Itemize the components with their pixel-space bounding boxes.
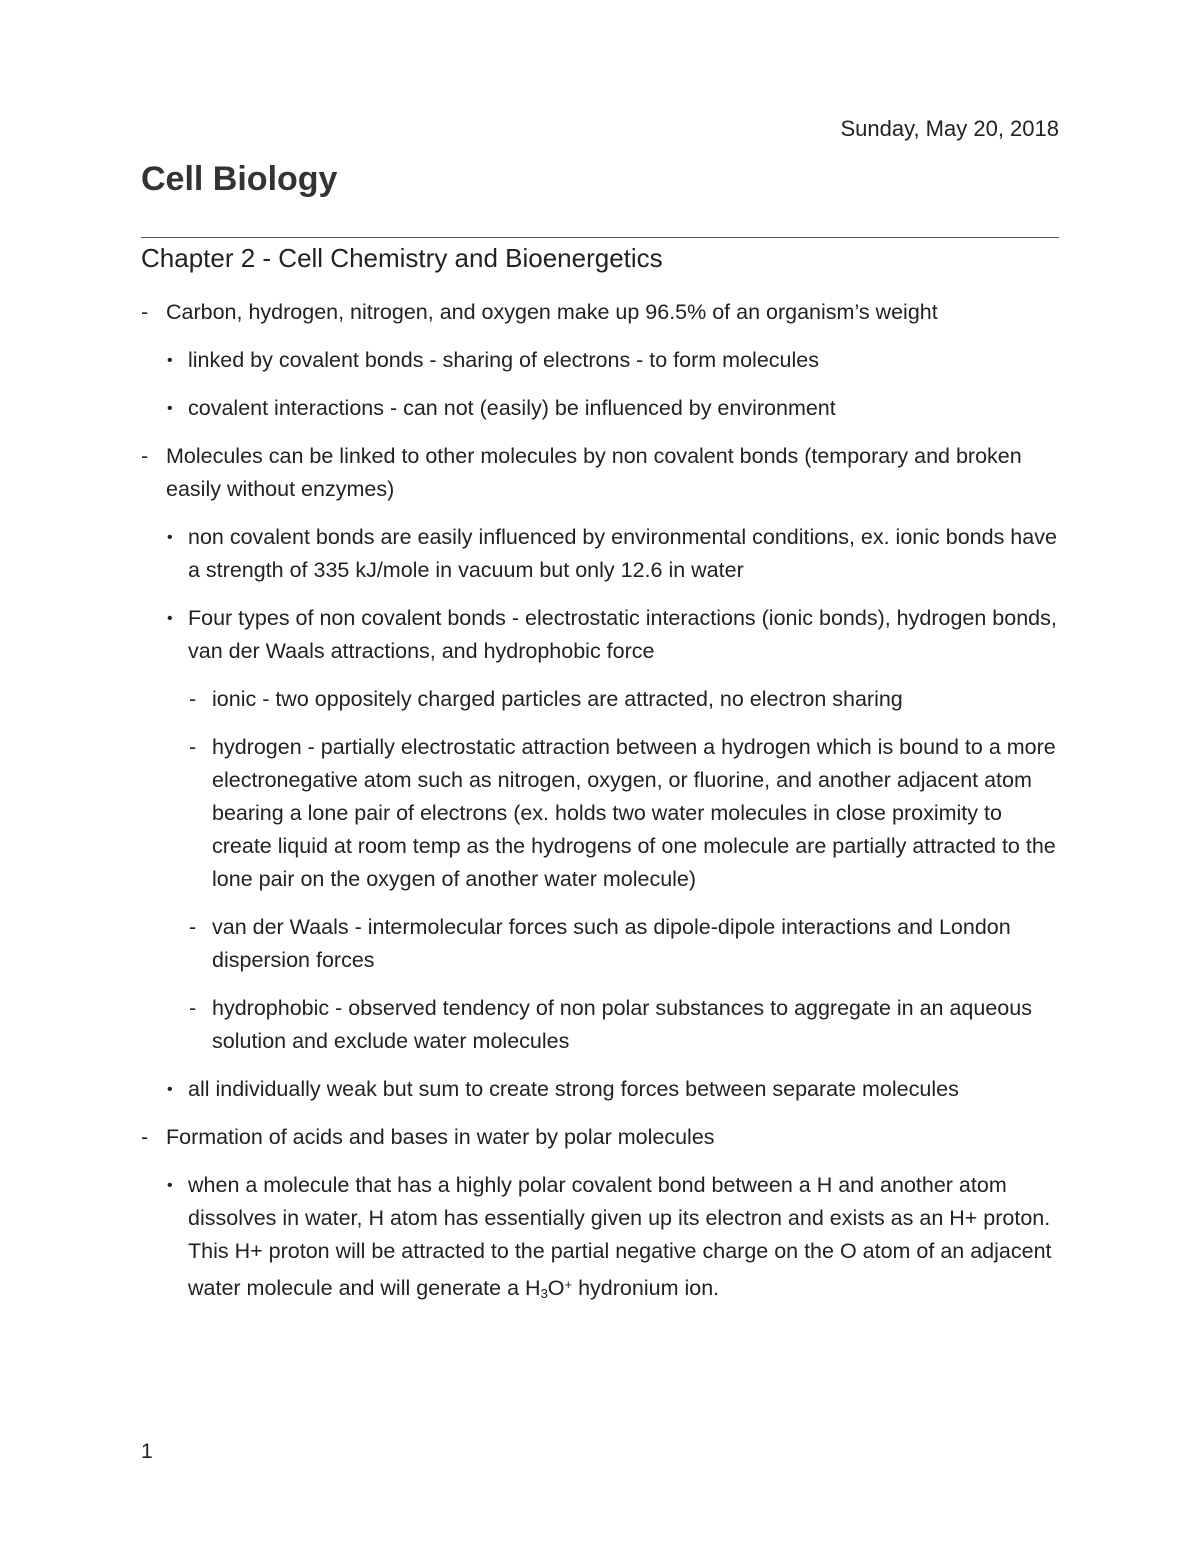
outline-text: covalent interactions - can not (easily) be influenced by environment [188, 396, 836, 420]
dash-marker: - [141, 1125, 149, 1149]
page-number: 1 [141, 1440, 153, 1463]
outline-subsubitem [141, 731, 1066, 896]
bullet-marker: • [167, 529, 173, 546]
hydronium-end: hydronium ion. [572, 1276, 720, 1300]
bullet-marker: • [167, 352, 173, 369]
bullet-marker: • [167, 400, 173, 417]
outline-item [141, 1121, 1066, 1154]
hydronium-text: when a molecule that has a highly polar covalent bond between a H and another atom dissolves in water, H atom has essentially given up its electron and exists as an H+ proton. This H+ proton will be attracted to the partial negative charge on the O atom of an adjacent water molecule and will generate a [188, 1173, 1052, 1300]
formula-h: H [525, 1276, 541, 1300]
outline-text: Four types of non covalent bonds - electrostatic interactions (ionic bonds), hydrogen bonds, van der Waals attractions, and hydrophobic force [188, 606, 1057, 663]
chapter-heading: Chapter 2 - Cell Chemistry and Bioenergetics [141, 243, 663, 273]
outline-subsubitem [141, 992, 1066, 1058]
outline-text: all individually weak but sum to create strong forces between separate molecules [188, 1077, 959, 1101]
outline-text: hydrophobic - observed tendency of non polar substances to aggregate in an aqueous solution and exclude water molecules [212, 996, 1032, 1053]
outline-text: non covalent bonds are easily influenced by environmental conditions, ex. ionic bonds have a strength of 335 kJ/mole in vacuum but only 12.6 in water [188, 525, 1057, 582]
outline-subitem [141, 521, 1066, 587]
notes-outline [141, 296, 1066, 1325]
document-title: Cell Biology [141, 160, 338, 198]
outline-subitem [141, 1169, 1066, 1310]
dash-marker: - [189, 996, 197, 1020]
outline-text: linked by covalent bonds - sharing of electrons - to form molecules [188, 348, 819, 372]
outline-subsubitem [141, 683, 1066, 716]
formula-o: O [547, 1276, 565, 1300]
outline-item [141, 296, 1066, 329]
outline-item [141, 440, 1066, 506]
outline-subitem [141, 344, 1066, 377]
outline-subitem [141, 1073, 1066, 1106]
bullet-marker: • [167, 610, 173, 627]
dash-marker: - [189, 915, 197, 939]
outline-text [188, 1173, 1052, 1300]
dash-marker: - [189, 687, 197, 711]
bullet-marker: • [167, 1177, 173, 1194]
outline-text: Molecules can be linked to other molecules by non covalent bonds (temporary and broken easily without enzymes) [166, 444, 1022, 501]
dash-marker: - [189, 735, 197, 759]
outline-text: Formation of acids and bases in water by polar molecules [166, 1125, 715, 1149]
outline-subitem [141, 602, 1066, 668]
heading-divider [141, 237, 1059, 238]
outline-text: Carbon, hydrogen, nitrogen, and oxygen make up 96.5% of an organism’s weight [166, 300, 938, 324]
formula-subscript: 3 [540, 1286, 548, 1301]
dash-marker: - [141, 444, 149, 468]
dash-marker: - [141, 300, 149, 324]
bullet-marker: • [167, 1081, 173, 1098]
formula-superscript: + [564, 1277, 573, 1292]
outline-subitem [141, 392, 1066, 425]
outline-subsubitem [141, 911, 1066, 977]
outline-text: van der Waals - intermolecular forces such as dipole-dipole interactions and London dispersion forces [212, 915, 1011, 972]
outline-text: ionic - two oppositely charged particles are attracted, no electron sharing [212, 687, 903, 711]
outline-text: hydrogen - partially electrostatic attraction between a hydrogen which is bound to a more electronegative atom such as nitrogen, oxygen, or fluorine, and another adjacent atom bearing a lone pair of electrons (ex. holds two water molecules in close proximity to create liquid at room temp as the hydrogens of one molecule are partially attracted to the lone pair on the oxygen of another water molecule) [212, 735, 1056, 891]
document-date: Sunday, May 20, 2018 [840, 116, 1059, 141]
